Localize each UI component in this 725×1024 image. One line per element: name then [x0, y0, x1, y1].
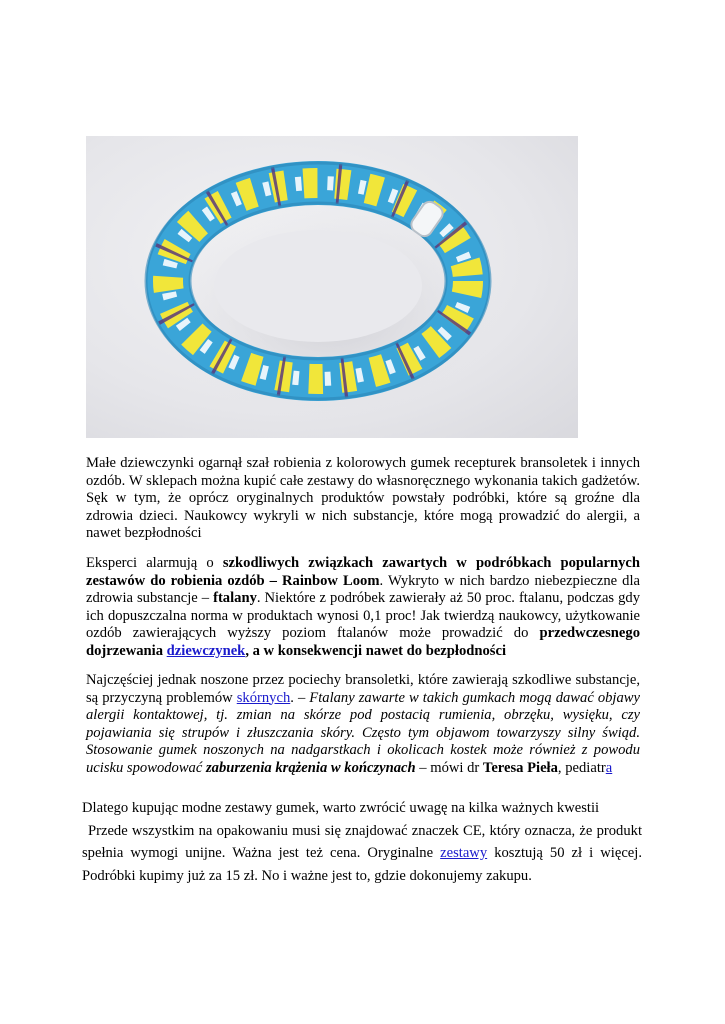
- skin-quote: Ftalany zawarte w takich gumkach mogą dawać objawy alergii kontaktowej, tj. zmian na skórze pod postacią rumienia, obrzęku, wysięku, czy pojawiania się strupów i złuszczania skóry. Często tym objawom towarzyszy silny świąd. Stosowanie gumek noszonych na nadgarstkach i okolicach kostek może również z powodu ucisku spowodować: [86, 689, 640, 776]
- experts-bold-ftalany: ftalany: [213, 590, 257, 606]
- experts-text-3: . Niektóre z podróbek zawierały aż 50 proc. ftalanu, podczas gdy ich dopuszczalna norma w produktach wynosi 0,1 proc! Jak twierdzą naukowcy, użytkowanie ozdób zawierających wyższy poziom ftalanów może prowadzić do: [86, 590, 640, 641]
- paragraph-intro: [86, 455, 640, 543]
- skin-text-4: , pediatr: [557, 759, 606, 776]
- experts-bold-1: szkodliwych związkach zawartych w podróbkach popularnych zestawów do robienia ozdób – Rainbow Loom: [86, 555, 641, 589]
- paragraph-experts: [86, 555, 640, 660]
- link-zestawy[interactable]: zestawy: [440, 845, 488, 861]
- link-dziewczynek[interactable]: dziewczynek: [166, 642, 246, 659]
- link-skornych[interactable]: skórnych: [236, 689, 291, 706]
- experts-bold-4: , a w konsekwencji nawet do bezpłodności: [245, 642, 506, 659]
- doctor-name: Teresa Pieła: [482, 759, 558, 776]
- skin-text-3: – mówi dr: [415, 759, 483, 776]
- link-pediatra[interactable]: a: [605, 759, 613, 776]
- skin-text-1: Najczęściej jednak noszone przez pociechy bransoletki, które zawierają szkodliwe substancje, są przyczyną problemów: [86, 672, 640, 706]
- experts-bold-3: przedwczesnego dojrzewania: [86, 625, 640, 659]
- advice-text-2: kosztują 50 zł i więcej. Podróbki kupimy już za 15 zł. No i ważne jest to, gdzie dokonujemy zakupu.: [82, 845, 642, 884]
- paragraph-advice: [82, 797, 642, 887]
- advice-text-1: Przede wszystkim na opakowaniu musi się znajdować znaczek CE, który oznacza, że produkt spełnia wymogi unijne. Ważna jest też cena. Oryginalne: [82, 822, 642, 861]
- experts-text-2: . Wykryto w nich bardzo niebezpieczne dla zdrowia substancje –: [86, 572, 640, 606]
- advice-line-1: Dlatego kupując modne zestawy gumek, warto zwrócić uwagę na kilka ważnych kwestii: [82, 800, 600, 816]
- bracelet-photo: [86, 136, 578, 438]
- paragraph-skin: [86, 672, 640, 777]
- skin-text-2: . –: [290, 689, 310, 706]
- experts-text-1: Eksperci alarmują o: [86, 555, 223, 571]
- bracelet-illustration: [86, 136, 578, 438]
- skin-quote-bold: zaburzenia krążenia w kończynach: [206, 759, 416, 776]
- intro-text: Małe dziewczynki ogarnął szał robienia z kolorowych gumek recepturek bransoletek i innych ozdób. W sklepach można kupić całe zestawy do własnoręcznego wykonania takich gadżetów. Sęk w tym, że oprócz oryginalnych produktów powstały podróbki, które są groźne dla zdrowia dzieci. Naukowcy wykryli w nich substancje, które mogą prowadzić do alergii, a nawet bezpłodności: [86, 455, 640, 541]
